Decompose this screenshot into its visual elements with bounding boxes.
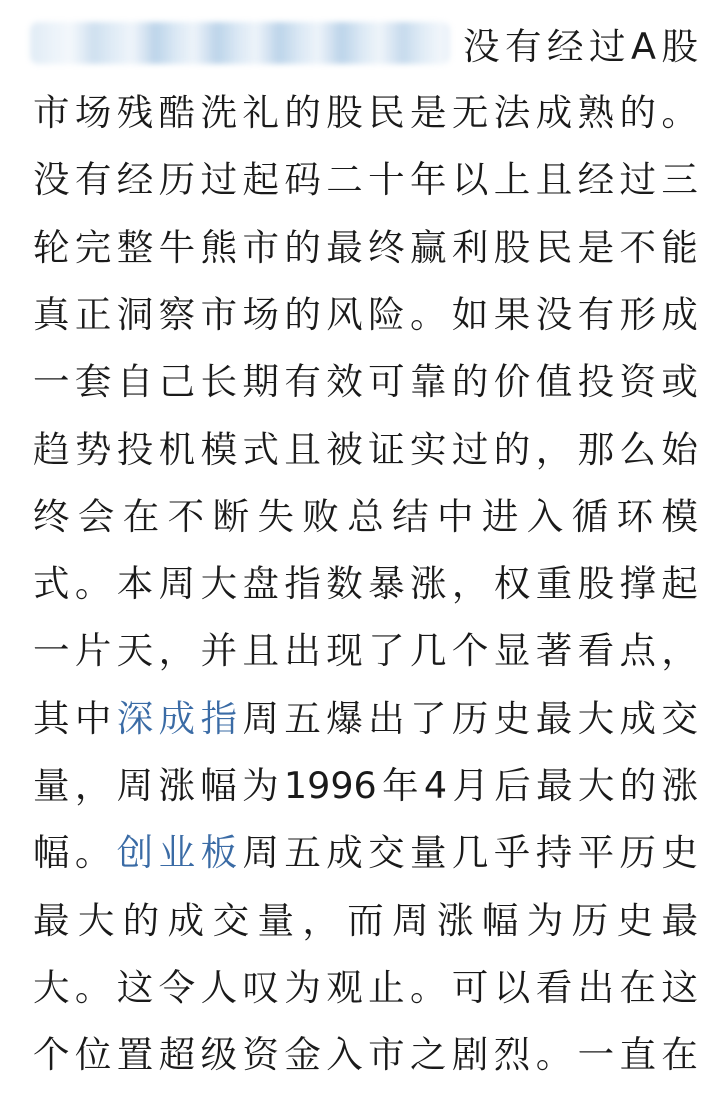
paragraph-line: 个 位 置 超 级 资 金 入 市 之 剧 烈 。 一 直 在: [33, 1033, 698, 1076]
paragraph-line: 式 。 本 周 大 盘 指 数 暴 涨 ， 权 重 股 撑 起: [33, 562, 698, 605]
paragraph-line: 趋 势 投 机 模 式 且 被 证 实 过 的 ， 那 么 始: [33, 428, 698, 471]
paragraph-line: 幅 。 创 业 板 周 五 成 交 量 几 乎 持 平 历 史: [33, 820, 698, 886]
paragraph-line: 真 正 洞 察 市 场 的 风 险 。 如 果 没 有 形 成: [33, 293, 698, 336]
paragraph-line: 轮 完 整 牛 熊 市 的 最 终 赢 利 股 民 是 不 能: [33, 226, 698, 269]
paragraph-line: 市 场 残 酷 洗 礼 的 股 民 是 无 法 成 熟 的 。: [33, 91, 698, 134]
keyword-link[interactable]: 创: [116, 831, 154, 874]
paragraph-line: 大 。 这 令 人 叹 为 观 止 。 可 以 看 出 在 这: [33, 966, 698, 1009]
paragraph-line: 一 套 自 己 长 期 有 效 可 靠 的 价 值 投 资 或: [33, 360, 698, 403]
keyword-link[interactable]: 深: [116, 697, 154, 740]
paragraph-line: 最 大 的 成 交 量 ， 而 周 涨 幅 为 历 史 最: [33, 899, 698, 942]
first-line-text: 没 有 经 过 A 股: [463, 25, 698, 68]
keyword-link[interactable]: 成: [158, 697, 196, 740]
paragraph-line: 量 ， 周 涨 幅 为 1996 年 4 月 后 最 大 的 涨: [33, 764, 698, 807]
paragraph-line: 终 会 在 不 断 失 败 总 结 中 进 入 循 环 模: [33, 495, 698, 538]
paragraph-line: 没 有 经 历 过 起 码 二 十 年 以 上 且 经 过 三: [33, 158, 698, 201]
keyword-link[interactable]: 业: [158, 831, 196, 874]
keyword-link[interactable]: 指: [200, 697, 238, 740]
paragraph-line: 其 中 深 成 指 周 五 爆 出 了 历 史 最 大 成 交: [33, 686, 698, 752]
keyword-link[interactable]: 板: [200, 831, 238, 874]
paragraph-line: 一 片 天 ， 并 且 出 现 了 几 个 显 著 看 点 ，: [33, 629, 698, 672]
